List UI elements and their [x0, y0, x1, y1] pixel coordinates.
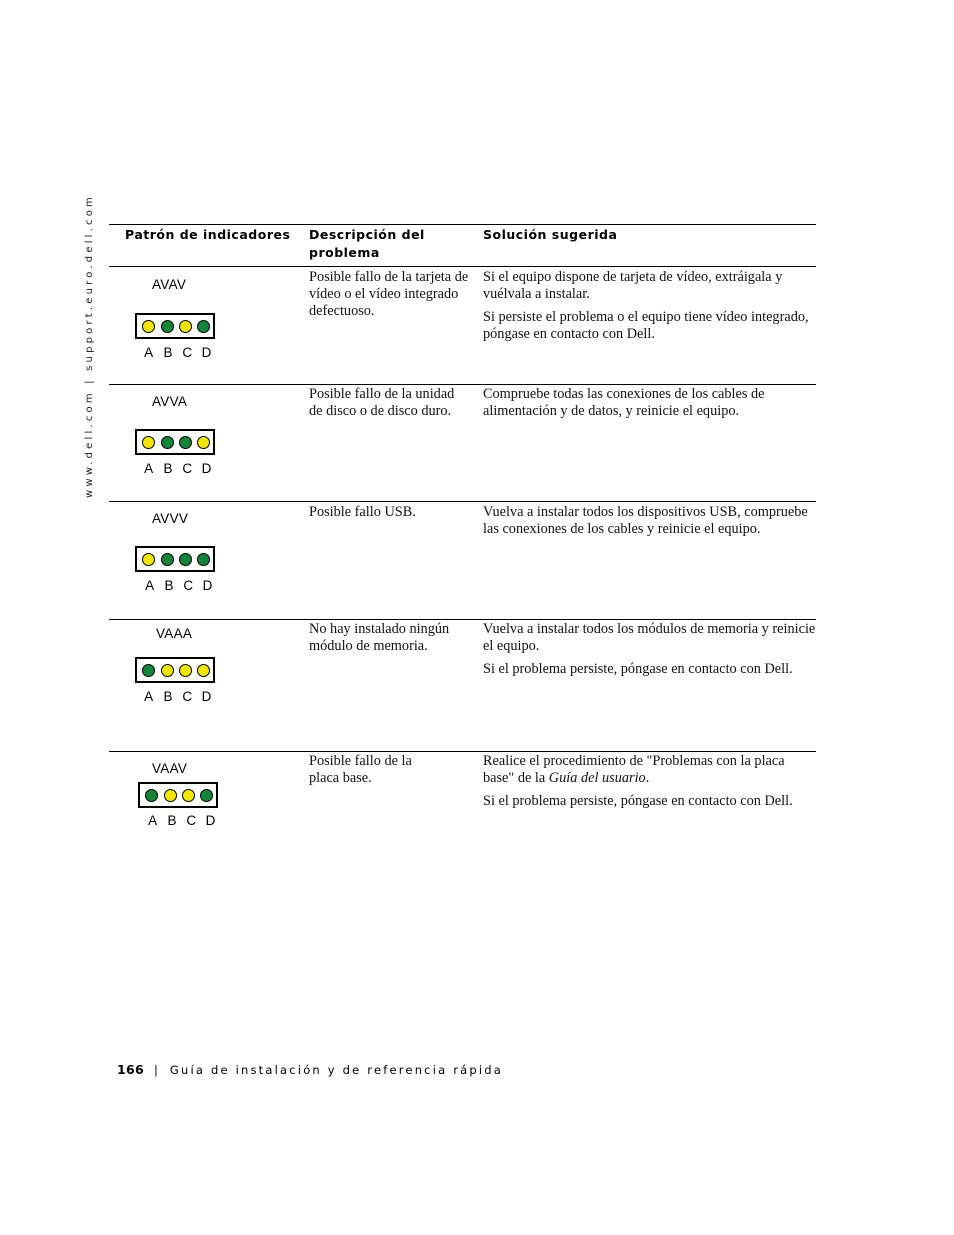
letter-c: C [182, 345, 193, 360]
light-c-icon [179, 436, 192, 449]
letter-b: B [163, 689, 173, 704]
light-d-icon [197, 664, 210, 677]
letter-a: A [144, 461, 154, 476]
page-number: 166 [117, 1062, 144, 1077]
letter-c: C [182, 689, 193, 704]
suggested-solution [483, 269, 816, 349]
light-b-icon [161, 553, 174, 566]
indicator-lights [135, 546, 215, 572]
table-top-rule [109, 224, 816, 225]
indicator-letters [139, 461, 216, 476]
letter-d: D [201, 689, 212, 704]
light-d-icon [197, 436, 210, 449]
letter-c: C [183, 578, 194, 593]
problem-description: Posible fallo de la tarjeta de vídeo o el vídeo integrado defectuoso. [309, 269, 469, 319]
problem-description: Posible fallo de la unidad de disco o de disco duro. [309, 386, 455, 419]
light-a-icon [142, 553, 155, 566]
indicator-lights [135, 313, 215, 339]
light-a-icon [142, 664, 155, 677]
table-row [109, 752, 816, 842]
solution-paragraph: Vuelva a instalar todos los módulos de memoria y reinicie el equipo. [483, 621, 816, 654]
solution-paragraph: Si persiste el problema o el equipo tiene vídeo integrado, póngase en contacto con Dell. [483, 309, 809, 342]
table-row [109, 267, 816, 384]
light-a-icon [142, 320, 155, 333]
header-description: Descripción del problema [309, 227, 425, 260]
suggested-solution [483, 621, 816, 684]
indicator-code: AVVV [152, 511, 189, 526]
table-row [109, 620, 816, 751]
footer-separator: | [154, 1063, 158, 1077]
indicator-letters [139, 689, 216, 704]
light-c-icon [179, 664, 192, 677]
letter-d: D [201, 345, 212, 360]
user-guide-title: Guía del usuario [548, 770, 646, 786]
letter-d: D [202, 578, 213, 593]
light-a-icon [142, 436, 155, 449]
light-c-icon [179, 553, 192, 566]
letter-d: D [205, 813, 216, 828]
letter-a: A [148, 813, 158, 828]
light-c-icon [182, 789, 195, 802]
page-footer [117, 1062, 503, 1077]
indicator-code: AVAV [152, 277, 187, 292]
indicator-lights [135, 429, 215, 455]
light-d-icon [197, 320, 210, 333]
indicator-code: AVVA [152, 394, 188, 409]
light-b-icon [161, 320, 174, 333]
letter-a: A [144, 689, 154, 704]
light-a-icon [145, 789, 158, 802]
light-b-icon [161, 664, 174, 677]
side-url-text: www.dell.com | support.euro.dell.com [84, 194, 95, 498]
suggested-solution [483, 386, 816, 426]
indicator-letters [139, 345, 216, 360]
problem-description: Posible fallo USB. [309, 504, 416, 520]
letter-b: B [164, 578, 174, 593]
light-d-icon [197, 553, 210, 566]
indicator-lights [138, 782, 218, 808]
table-row [109, 385, 816, 501]
suggested-solution [483, 504, 816, 544]
solution-paragraph: Si el problema persiste, póngase en contacto con Dell. [483, 793, 793, 809]
light-b-icon [161, 436, 174, 449]
solution-paragraph: Si el equipo dispone de tarjeta de vídeo, extráigala y vuélvala a instalar. [483, 269, 783, 302]
letter-d: D [201, 461, 212, 476]
solution-paragraph: Si el problema persiste, póngase en contacto con Dell. [483, 661, 793, 677]
letter-b: B [163, 461, 173, 476]
suggested-solution [483, 753, 816, 816]
table-row [109, 502, 816, 619]
side-url [84, 194, 104, 502]
header-pattern: Patrón de indicadores [125, 227, 291, 242]
letter-c: C [182, 461, 193, 476]
letter-b: B [167, 813, 177, 828]
problem-description: No hay instalado ningún módulo de memoria. [309, 621, 450, 654]
indicator-letters [140, 578, 217, 593]
indicator-lights [135, 657, 215, 683]
letter-a: A [144, 345, 154, 360]
footer-title: Guía de instalación y de referencia rápida [169, 1063, 504, 1077]
solution-paragraph: Compruebe todas las conexiones de los cables de alimentación y de datos, y reinicie el equipo. [483, 386, 765, 419]
indicator-code: VAAV [152, 761, 188, 776]
solution-text: Realice el procedimiento de "Problemas con la placa base" de la [483, 753, 785, 786]
letter-b: B [163, 345, 173, 360]
light-d-icon [200, 789, 213, 802]
problem-description: Posible fallo de la placa base. [309, 753, 412, 786]
solution-text-end: . [645, 770, 650, 786]
letter-c: C [186, 813, 197, 828]
indicator-letters [143, 813, 220, 828]
letter-a: A [145, 578, 155, 593]
light-c-icon [179, 320, 192, 333]
indicator-code: VAAA [156, 626, 193, 641]
light-b-icon [164, 789, 177, 802]
solution-paragraph: Vuelva a instalar todos los dispositivos USB, compruebe las conexiones de los cables y reinicie el equipo. [483, 504, 808, 537]
solution-paragraph [483, 753, 816, 787]
header-solution: Solución sugerida [483, 227, 618, 242]
